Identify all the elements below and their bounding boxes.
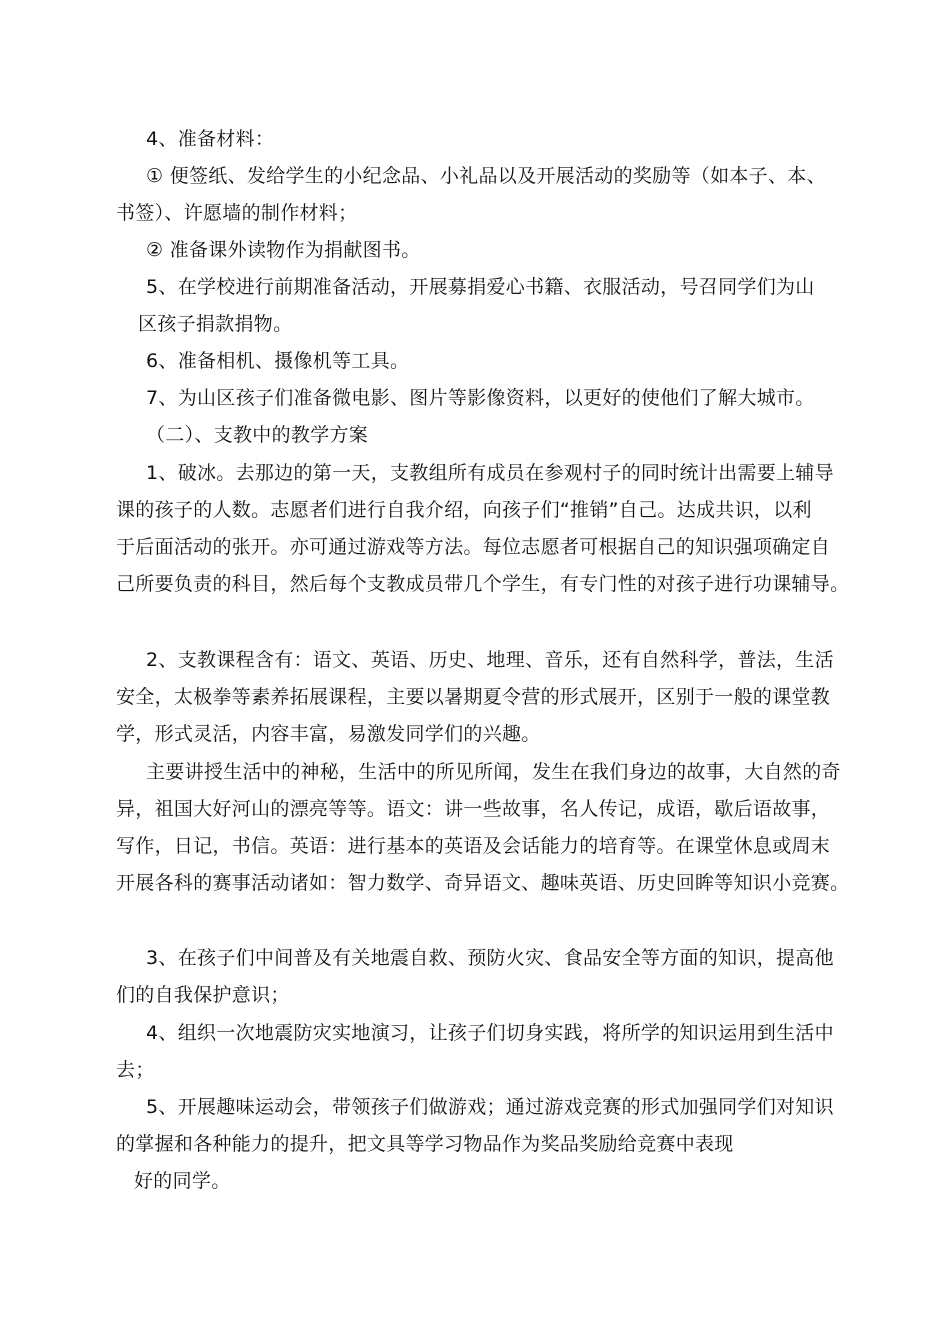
- text-line: 己所要负责的科目，然后每个支教成员带几个学生，有专门性的对孩子进行功课辅导。: [116, 573, 850, 595]
- text-line: 6、准备相机、摄像机等工具。: [146, 350, 410, 372]
- text-line: 主要讲授生活中的神秘，生活中的所见所闻，发生在我们身边的故事，大自然的奇: [146, 761, 841, 783]
- text-line: 5、在学校进行前期准备活动，开展募捐爱心书籍、衣服活动，号召同学们为山: [146, 276, 815, 298]
- text-line: 学，形式灵活，内容丰富，易激发同学们的兴趣。: [116, 723, 541, 745]
- text-line: ① 便签纸、发给学生的小纪念品、小礼品以及开展活动的奖励等（如本子、本、: [146, 165, 826, 187]
- text-line: 7、为山区孩子们准备微电影、图片等影像资料，以更好的使他们了解大城市。: [146, 387, 815, 409]
- text-line: 开展各科的赛事活动诸如：智力数学、奇异语文、趣味英语、历史回眸等知识小竞赛。: [116, 872, 850, 894]
- text-line: 的掌握和各种能力的提升，把文具等学习物品作为奖品奖励给竞赛中表现: [116, 1133, 734, 1155]
- section-heading: （二）、支教中的教学方案: [146, 424, 369, 446]
- text-line: 写作，日记，书信。英语：进行基本的英语及会话能力的培育等。在课堂休息或周末: [116, 835, 831, 857]
- text-line: 于后面活动的张开。亦可通过游戏等方法。每位志愿者可根据自己的知识强项确定自: [116, 536, 831, 558]
- text-line: 区孩子捐款捐物。: [138, 313, 293, 335]
- text-line: 异，祖国大好河山的漂亮等等。语文：讲一些故事，名人传记，成语，歇后语故事，: [116, 798, 831, 820]
- text-line: 课的孩子的人数。志愿者们进行自我介绍，向孩子们“推销”自己。达成共识，以利: [116, 499, 812, 521]
- text-line: 5、开展趣味运动会，带领孩子们做游戏；通过游戏竞赛的形式加强同学们对知识: [146, 1096, 834, 1118]
- text-line: 4、准备材料：: [146, 128, 275, 150]
- text-line: 安全，太极拳等素养拓展课程，主要以暑期夏令营的形式展开，区别于一般的课堂教: [116, 686, 831, 708]
- text-line: ② 准备课外读物作为捐献图书。: [146, 239, 421, 261]
- text-line: 书签）、许愿墙的制作材料；: [116, 202, 358, 224]
- text-line: 4、组织一次地震防灾实地演习，让孩子们切身实践，将所学的知识运用到生活中: [146, 1022, 834, 1044]
- text-line: 3、在孩子们中间普及有关地震自救、预防火灾、食品安全等方面的知识，提高他: [146, 947, 834, 969]
- text-line: 去；: [116, 1059, 155, 1081]
- text-line: 好的同学。: [134, 1170, 231, 1192]
- text-line: 们的自我保护意识；: [116, 984, 290, 1006]
- text-line: 2、支教课程含有：语文、英语、历史、地理、音乐，还有自然科学，普法，生活: [146, 649, 834, 671]
- text-line: 1、破冰。去那边的第一天，支教组所有成员在参观村子的同时统计出需要上辅导: [146, 462, 834, 484]
